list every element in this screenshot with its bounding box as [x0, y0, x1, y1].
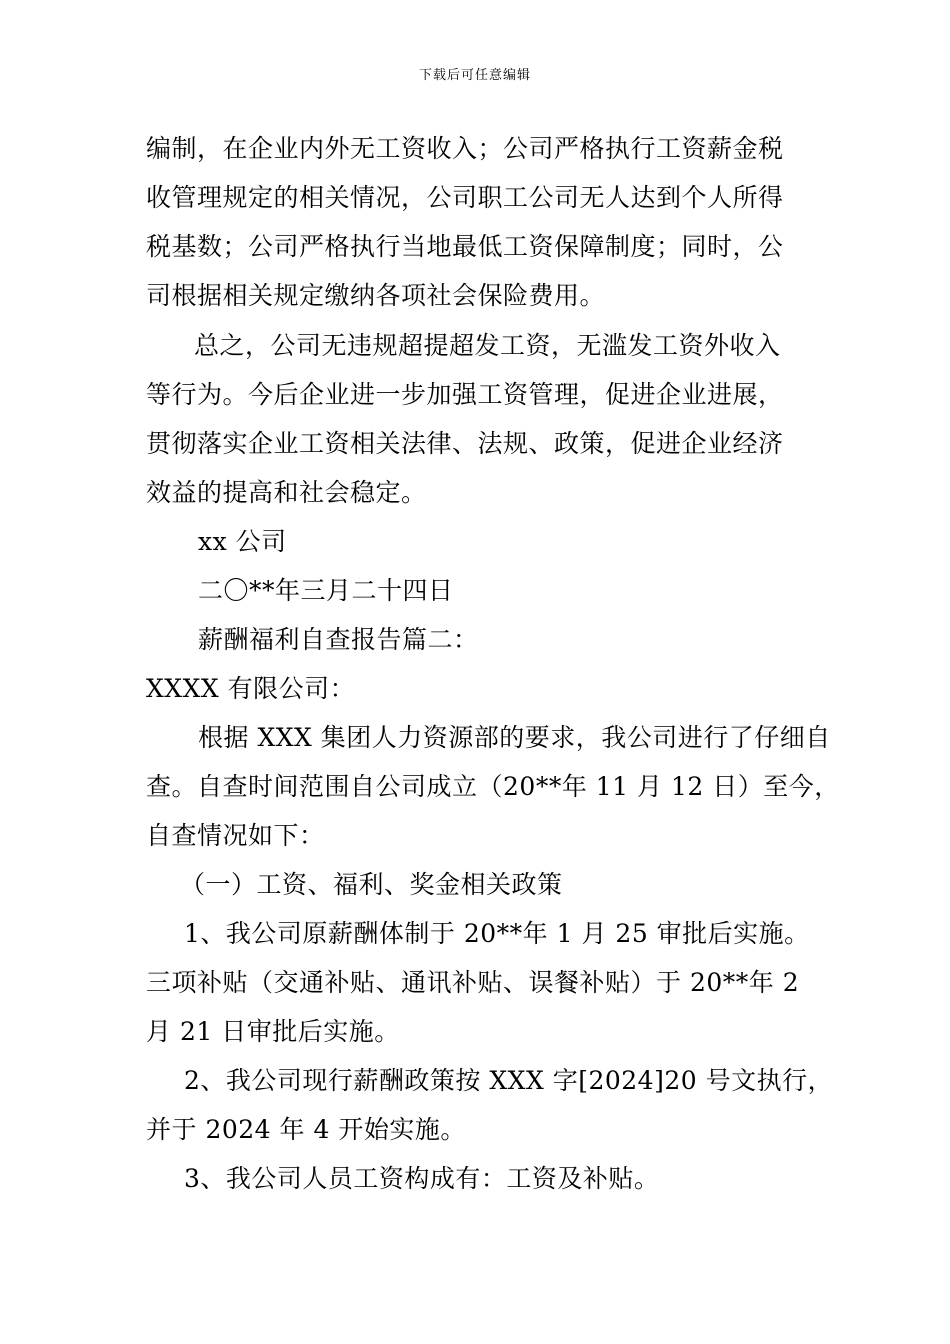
paragraph-line: 月 21 日审批后实施。 [146, 1017, 400, 1046]
section-title: 薪酬福利自查报告篇二： [198, 625, 479, 654]
page-header-note: 下载后可任意编辑 [418, 68, 531, 83]
paragraph-line: 根据 XXX 集团人力资源部的要求，我公司进行了仔细自 [198, 723, 831, 752]
paragraph-line: 贯彻落实企业工资相关法律、法规、政策，促进企业经济 [146, 429, 784, 458]
paragraph-line: 三项补贴（交通补贴、通讯补贴、误餐补贴）于 20**年 2 [146, 968, 800, 997]
addressee: XXXX 有限公司： [146, 674, 356, 703]
paragraph-line: 编制，在企业内外无工资收入；公司严格执行工资薪金税 [146, 134, 784, 163]
subheading: （一）工资、福利、奖金相关政策 [180, 870, 563, 899]
document-body [146, 124, 840, 1203]
paragraph-line: 总之，公司无违规超提超发工资，无滥发工资外收入 [194, 331, 781, 360]
paragraph-line: 2、我公司现行薪酬政策按 XXX 字[2024]20 号文执行， [184, 1066, 834, 1095]
paragraph-line: 查。自查时间范围自公司成立（20**年 11 月 12 日）至今， [146, 772, 840, 801]
paragraph-line: 税基数；公司严格执行当地最低工资保障制度；同时，公 [146, 232, 784, 261]
paragraph-line: 1、我公司原薪酬体制于 20**年 1 月 25 审批后实施。 [184, 919, 810, 948]
paragraph-line: 收管理规定的相关情况，公司职工公司无人达到个人所得 [146, 183, 784, 212]
paragraph-line: 自查情况如下： [146, 821, 325, 850]
paragraph-line: 司根据相关规定缴纳各项社会保险费用。 [146, 281, 606, 310]
paragraph-line: 3、我公司人员工资构成有：工资及补贴。 [184, 1164, 660, 1193]
paragraph-line: 并于 2024 年 4 开始实施。 [146, 1115, 466, 1144]
signature-company: xx 公司 [198, 527, 287, 556]
signature-date: 二〇**年三月二十四日 [198, 576, 454, 605]
paragraph-line: 等行为。今后企业进一步加强工资管理，促进企业进展， [146, 380, 784, 409]
paragraph-line: 效益的提高和社会稳定。 [146, 478, 427, 507]
